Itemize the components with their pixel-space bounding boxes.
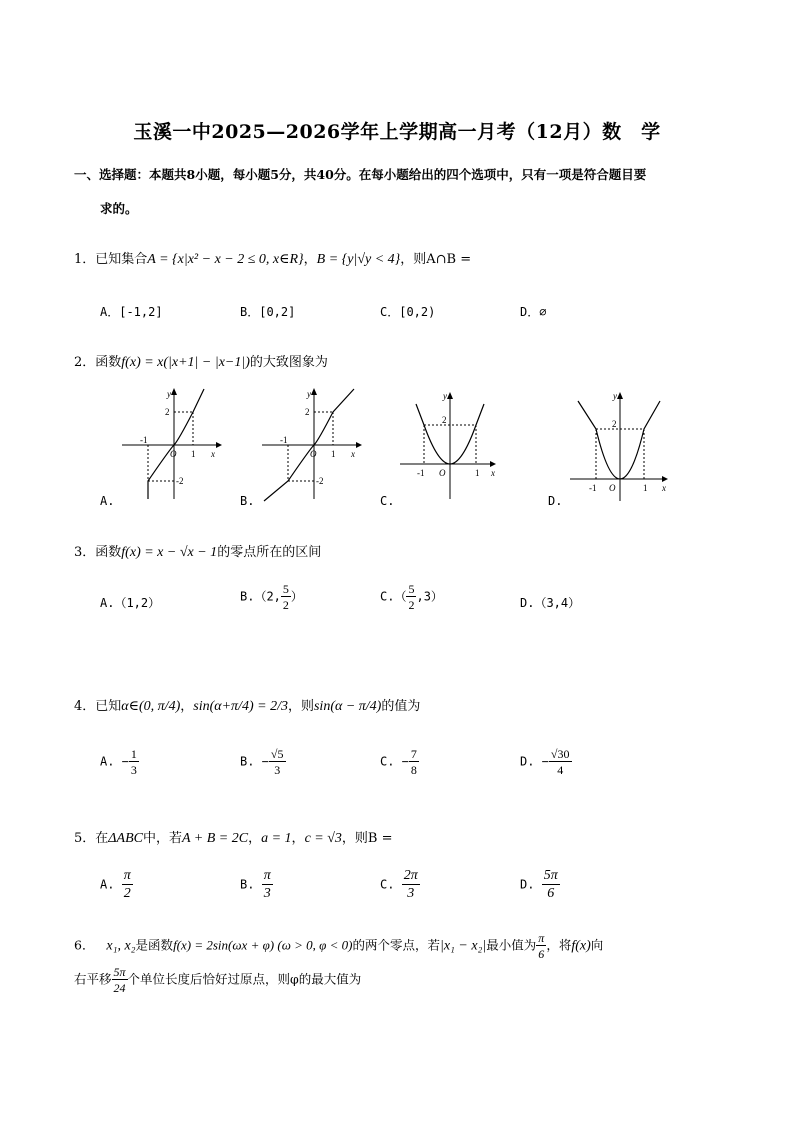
tick-label: 2 — [442, 415, 447, 425]
q2-option-d-label: D. — [548, 494, 563, 508]
option-label: D. — [520, 596, 535, 610]
separator: ， — [291, 831, 305, 846]
tick-label: -1 — [140, 435, 148, 445]
numerator: π — [538, 931, 545, 945]
fraction — [536, 932, 546, 960]
x-axis-arrow — [216, 442, 222, 448]
denominator: 8 — [410, 763, 417, 777]
q3-option-a — [100, 594, 160, 611]
denominator: 2 — [123, 886, 131, 901]
x-axis-arrow — [356, 442, 362, 448]
x-axis-arrow — [662, 476, 668, 482]
denominator: 6 — [547, 886, 555, 901]
option-label: A. — [100, 877, 115, 892]
fraction — [542, 869, 560, 901]
question-number: 4． — [74, 699, 96, 714]
q4-option-a: A. − $\frac{1}{3}$ — [100, 747, 137, 777]
set-b: B = {y|√y < 4} — [316, 252, 401, 267]
fraction — [549, 748, 572, 776]
tick-label: -1 — [589, 483, 597, 493]
option-label: A. — [100, 754, 115, 769]
tick-label: 2 — [612, 419, 617, 429]
tick-label: 1 — [643, 483, 648, 493]
option-value: （3,4） — [534, 596, 581, 610]
question-text: 是函数 — [135, 937, 174, 953]
question-text: 最小值为 — [486, 937, 537, 953]
denominator: 3 — [274, 763, 281, 777]
q2-graph-c — [398, 387, 508, 505]
numerator: 5π — [543, 868, 558, 883]
question-text: 的值为 — [381, 699, 421, 714]
q5-option-d — [520, 869, 560, 901]
numerator: √30 — [550, 747, 570, 761]
fraction — [112, 966, 128, 994]
x-label: x — [211, 449, 215, 459]
q2-option-a-label: A. — [100, 494, 115, 508]
separator: ， — [248, 831, 262, 846]
q2-option-b-label: B. — [240, 494, 255, 508]
option-label: C. — [380, 754, 395, 769]
q4-option-d: D. − $\frac{√30}{4}$ — [520, 747, 570, 777]
abs-expression: |x₁ − x₂| — [439, 938, 487, 954]
condition-alpha: α∈(0, π/4) — [121, 699, 181, 714]
option-value: （1,2） — [114, 596, 161, 610]
denominator: 6 — [538, 947, 545, 961]
question-5 — [74, 827, 393, 847]
y-label: y — [307, 389, 311, 399]
option-value: ,3） — [416, 589, 443, 604]
denominator: 3 — [407, 886, 415, 901]
origin-label: O — [310, 449, 317, 459]
y-label: y — [613, 391, 617, 401]
function-expression: f(x) = x(|x+1| − |x−1|) — [121, 355, 250, 370]
question-text: 向 — [590, 937, 604, 953]
numerator: 5 — [408, 582, 415, 596]
option-label: B. — [240, 754, 255, 769]
q2-graph-b — [258, 383, 368, 503]
numerator: 1 — [130, 747, 137, 761]
question-number: 1． — [74, 252, 96, 267]
fraction — [409, 748, 419, 776]
triangle: ΔABC — [108, 831, 143, 846]
question-6-line2 — [74, 966, 361, 994]
denominator: 2 — [408, 598, 415, 612]
fraction — [129, 748, 139, 776]
section-instructions-line2: 求的。 — [100, 201, 138, 216]
question-text: 的两个零点，若 — [352, 937, 440, 953]
option-value: （2, — [254, 589, 281, 604]
tick-label: 1 — [475, 468, 480, 478]
fraction — [281, 583, 291, 611]
q3-option-b — [240, 583, 303, 611]
denominator: 24 — [113, 981, 126, 995]
fraction — [262, 869, 273, 901]
q2-graph-a — [118, 383, 228, 503]
question-text: 的零点所在的区间 — [217, 545, 322, 560]
numerator: π — [123, 868, 131, 883]
denominator: 2 — [282, 598, 289, 612]
q1-option-b: B．[0,2] — [240, 305, 296, 319]
y-axis-arrow — [171, 388, 177, 395]
origin-label: O — [439, 468, 446, 478]
x-label: x — [662, 483, 666, 493]
option-label: C. — [380, 877, 395, 892]
fraction — [269, 748, 286, 776]
option-label: B. — [240, 877, 255, 892]
tick-label: -1 — [280, 435, 288, 445]
q3-option-d — [520, 594, 580, 611]
question-text: 函数 — [95, 545, 122, 560]
question-text: ，则 — [287, 699, 314, 714]
question-number: 5． — [74, 831, 96, 846]
y-label: y — [443, 391, 447, 401]
tick-label: 2 — [305, 407, 310, 417]
fraction — [406, 583, 416, 611]
q2-option-c-label: C. — [380, 494, 395, 508]
question-number: 2． — [74, 355, 96, 370]
question-2 — [74, 351, 328, 371]
origin-label: O — [609, 483, 616, 493]
fraction — [122, 869, 133, 901]
numerator: 5 — [282, 582, 289, 596]
tick-label: 1 — [331, 449, 336, 459]
set-a: A = {x|x² − x − 2 ≤ 0, x∈R} — [147, 252, 304, 267]
denominator: 3 — [130, 763, 137, 777]
q4-option-c: C. − $\frac{7}{8}$ — [380, 747, 417, 777]
question-number: 3． — [74, 545, 96, 560]
section-instructions-line1: 一、选择题：本题共8小题，每小题5分，共40分。在每小题给出的四个选项中，只有一项是符合题目要 — [74, 167, 647, 182]
fraction — [402, 869, 420, 901]
x-label: x — [491, 468, 495, 478]
curve — [578, 401, 660, 479]
question-text: 个单位长度后恰好过原点，则φ的最大值为 — [127, 971, 362, 987]
q5-option-a — [100, 869, 133, 901]
zeros: x₁, x₂ — [106, 938, 136, 954]
y-axis-arrow — [311, 388, 317, 395]
x-label: x — [351, 449, 355, 459]
question-6-line1 — [74, 932, 603, 960]
question-text: 右平移 — [74, 971, 112, 987]
question-text: ，将 — [546, 937, 572, 953]
option-label: A. — [100, 596, 115, 610]
denominator: 4 — [557, 763, 564, 777]
condition-sin: sin(α+π/4) = 2/3 — [193, 699, 288, 714]
question-text: 的大致图象为 — [249, 355, 328, 370]
y-axis-arrow — [617, 392, 623, 399]
numerator: 2π — [403, 868, 418, 883]
question-text: 已知集合 — [95, 252, 148, 267]
tick-label: -2 — [176, 476, 184, 486]
tick-label: 2 — [165, 407, 170, 417]
q5-option-b — [240, 869, 273, 901]
question-text: ，则A∩B = — [400, 252, 472, 267]
q5-option-c — [380, 869, 420, 901]
option-value: （ — [394, 589, 407, 604]
equation: a = 1 — [261, 831, 292, 846]
option-label: C. — [380, 589, 395, 604]
q2-graph-d — [568, 387, 678, 505]
denominator: 3 — [263, 886, 271, 901]
function-expression: f(x) = 2sin(ωx + φ) (ω > 0, φ < 0) — [173, 937, 353, 953]
question-3 — [74, 541, 321, 561]
option-label: B. — [240, 589, 255, 604]
numerator: √5 — [270, 747, 284, 761]
option-label: D. — [520, 877, 535, 892]
tick-label: -2 — [316, 476, 324, 486]
exam-title: 玉溪一中2025—2026学年上学期高一月考（12月）数 学 — [133, 121, 661, 143]
tick-label: -1 — [417, 468, 425, 478]
function-name: f(x) — [571, 938, 591, 954]
q1-option-a: A．[-1,2] — [100, 305, 163, 319]
x-axis-arrow — [490, 461, 496, 467]
question-text: 中，若 — [142, 831, 182, 846]
q1-option-d: D．∅ — [520, 305, 547, 319]
q3-option-c — [380, 583, 443, 611]
function-expression: f(x) = x − √x − 1 — [121, 545, 218, 560]
numerator: 5π — [113, 965, 126, 979]
equation: A + B = 2C — [181, 831, 249, 846]
question-text: 已知 — [95, 699, 122, 714]
q4-option-b: B. − $\frac{√5}{3}$ — [240, 747, 284, 777]
tick-label: 1 — [191, 449, 196, 459]
origin-label: O — [170, 449, 177, 459]
question-number: 6． — [74, 937, 95, 953]
numerator: 7 — [410, 747, 417, 761]
question-4 — [74, 695, 420, 715]
separator: ， — [180, 699, 194, 714]
y-label: y — [167, 389, 171, 399]
numerator: π — [263, 868, 271, 883]
question-text: 在 — [95, 831, 109, 846]
option-label: D. — [520, 754, 535, 769]
question-1 — [74, 248, 471, 268]
separator: ， — [303, 252, 317, 267]
q1-option-c: C．[0,2) — [380, 305, 436, 319]
target-expression: sin(α − π/4) — [313, 699, 382, 714]
option-value: ） — [290, 589, 303, 604]
equation: c = √3 — [304, 831, 342, 846]
question-text: ，则B = — [341, 831, 393, 846]
y-axis-arrow — [447, 392, 453, 399]
question-text: 函数 — [95, 355, 122, 370]
